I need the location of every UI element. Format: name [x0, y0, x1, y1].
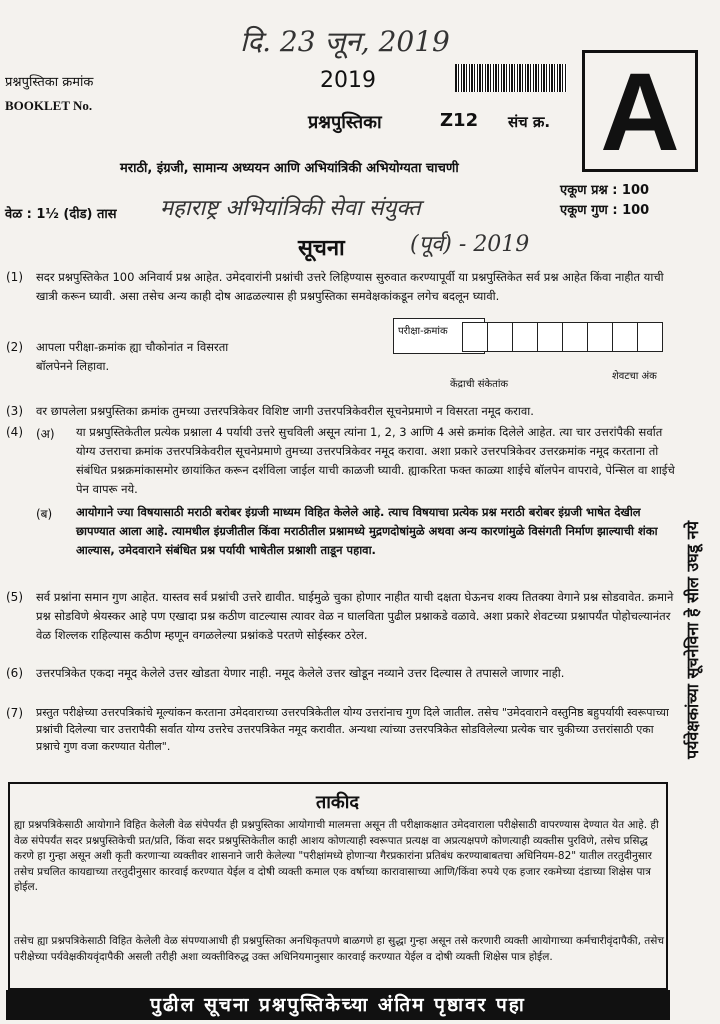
booklet-number-label-en: BOOKLET No. [5, 98, 93, 113]
instruction-number: (1) [6, 270, 23, 284]
exam-year: 2019 [320, 68, 376, 93]
roll-box[interactable] [537, 322, 563, 352]
handwritten-prelim: (पूर्व) - 2019 [410, 232, 530, 257]
warning-paragraph-1: ह्या प्रश्नपत्रिकेसाठी आयोगाने विहित केलेली वेळ संपेपर्यंत ही प्रश्नपुस्तिका आयोगाची मालमत्ता असून ती परीक्षाकक्षात उमेदवाराला परीक्षेसाठी वापरण्यास देण्यात येत आहे. ही वेळ संपेपर्यंत सदर प्रश्नपुस्तिकेची प्रत/प्रति, किंवा सदर प्रश्नपुस्तिकेतील काही आशय कोणत्याही स्वरूपात प्रत्यक्ष वा अप्रत्यक्षपणे कोणत्याही व्यक्तीस पुरविणे, तसेच प्रसिद्ध करणे हा गुन्हा असून अशी कृती करणाऱ्या व्यक्तीवर शासनाने जारी केलेल्या "परीक्षांमध्ये होणाऱ्या गैरप्रकारांना प्रतिबंध करण्याबाबतचा अधिनियम-82" यातील तरतुदीनुसार तसेच प्रचलित कायद्याच्या तरतुदीनुसार कारवाई करण्यात येईल व दोषी व्यक्ती कमाल एक वर्षाच्या कारावासाच्या आणि/किंवा रुपये एक हजार रकमेच्या दंडाच्या शिक्षेस पात्र होईल. [14, 819, 659, 893]
roll-box[interactable] [612, 322, 638, 352]
instruction-text: प्रस्तुत परीक्षेच्या उत्तरपत्रिकांचे मूल्यांकन करताना उमेदवाराच्या उत्तरपत्रिकेतील योग्य उत्तरांनाच गुण दिले जातील. तसेच "उमेदवाराने वस्तुनिष्ठ बहुपर्यायी स्वरूपाच्या प्रश्नांची दिलेल्या चार उत्तरापैकी सर्वात योग्य उत्तरेच उत्तरपत्रिकेत नमूद करावीत. अन्यथा त्यांच्या उत्तरपत्रिकेत सोडविलेल्या प्रत्येक चार चुकीच्या उत्तरांसाठी एका प्रश्नाचे गुण वजा करण्यात येतील". [36, 706, 669, 753]
instruction-number: (6) [6, 666, 23, 680]
warning-paragraph-2: तसेच ह्या प्रश्नपत्रिकेसाठी विहित केलेली वेळ संपण्याआधी ही प्रश्नपुस्तिका अनधिकृतपणे बाळगणे हा सुद्धा गुन्हा असून तसे करणारी व्यक्ती आयोगाच्या कर्मचारीवृंदापैकी, तसेच परीक्षेच्या पर्यवेक्षकीयवृंदापैकी असली तरीही अशा व्यक्तीविरुद्ध उक्त अधिनियमानुसार कारवाई करण्यात येईल व दोषी व्यक्ती शिक्षेस पात्र होईल. [14, 935, 664, 963]
seal-instruction-side: पर्यवेक्षकांच्या सूचनेविना हे सील उघडू नये [683, 521, 702, 759]
booklet-code: Z12 [440, 110, 479, 131]
handwritten-exam-name: महाराष्ट्र अभियांत्रिकी सेवा संयुक्त [160, 196, 421, 221]
set-letter-box: A [582, 50, 698, 172]
exam-subtitle: मराठी, इंग्रजी, सामान्य अध्ययन आणि अभियांत्रिकी अभियोग्यता चाचणी [120, 161, 459, 176]
instruction-number: (2) [6, 340, 23, 354]
set-label: संच क्र. [508, 113, 551, 131]
instruction-subnumber: (ब) [36, 507, 53, 521]
roll-number-boxes[interactable] [463, 322, 663, 352]
instruction-text: वर छापलेला प्रश्नपुस्तिका क्रमांक तुमच्या उत्तरपत्रिकेवर विशिष्ट जागी उत्तरपत्रिकेवरील सूचनेप्रमाणे न विसरता नमूद करावा. [36, 404, 534, 418]
exam-duration: वेळ : 1½ (दीड) तास [5, 207, 117, 222]
total-questions: एकूण प्रश्न : 100 [560, 183, 650, 198]
instruction-text: उत्तरपत्रिकेत एकदा नमूद केलेले उत्तर खोडता येणार नाही. नमूद केलेले उत्तर खोडून नव्याने उत्तर दिल्यास ते तपासले जाणार नाही. [36, 666, 565, 680]
total-marks: एकूण गुण : 100 [560, 203, 650, 218]
roll-box[interactable] [587, 322, 613, 352]
booklet-title: प्रश्नपुस्तिका [308, 112, 382, 133]
roll-number-label: परीक्षा-क्रमांक [393, 318, 485, 354]
instruction-text: सदर प्रश्नपुस्तिकेत 100 अनिवार्य प्रश्न आहेत. उमेदवारांनी प्रश्नांची उत्तरे लिहिण्यास सुरुवात करण्यापूर्वी या प्रश्नपुस्तिकेत सर्व प्रश्न आहेत किंवा नाहीत याची खात्री करून घ्यावी. असा तसेच अन्य काही दोष आढळल्यास ही प्रश्नपुस्तिका समवेक्षकांकडून लगेच बदलून घ्यावी. [36, 270, 664, 303]
barcode [455, 64, 567, 92]
handwritten-date: दि. 23 जून, 2019 [240, 25, 450, 58]
instruction-number: (5) [6, 590, 23, 604]
instruction-text: या प्रश्नपुस्तिकेतील प्रत्येक प्रश्नाला 4 पर्यायी उत्तरे सुचविली असून त्यांना 1, 2, 3 आणि 4 असे क्रमांक दिलेले आहेत. त्या चार उत्तरांपैकी सर्वात योग्य उत्तराचा क्रमांक उत्तरपत्रिकेवरील सूचनेप्रमाणे तुमच्या उत्तरपत्रिकेवर नमूद करावा. अशा प्रकारे उत्तरपत्रिकेवर उत्तरक्रमांक नमूद करताना तो संबंधित प्रश्नक्रमांकासमोर छायांकित करून दर्शविला जाईल याची काळजी घ्यावी. ह्याकरिता फक्त काळ्या शाईचे बॉलपेन वापरावे, पेन्सिल वा शाईचे पेन वापरू नये. [76, 425, 675, 496]
footer-note: पुढील सूचना प्रश्नपुस्तिकेच्या अंतिम पृष्ठावर पहा [6, 990, 670, 1020]
instruction-text: सर्व प्रश्नांना समान गुण आहेत. यास्तव सर्व प्रश्नांची उत्तरे द्यावीत. घाईमुळे चुका होणार नाहीत याची दक्षता घेऊनच शक्य तितक्या वेगाने प्रश्न सोडवावेत. क्रमाने प्रश्न सोडविणे श्रेयस्कर आहे पण एखादा प्रश्न कठीण वाटल्यास त्यावर वेळ न घालविता पुढील प्रश्नाकडे वळावे. अशा प्रकारे शेवटच्या प्रश्नापर्यंत पोहोचल्यानंतर वेळ शिल्लक राहिल्यास कठीण म्हणून वगळलेल्या प्रश्नांकडे परतणे सोईस्कर ठरेल. [36, 590, 674, 642]
instruction-text: आपला परीक्षा-क्रमांक ह्या चौकोनांत न विसरता बॉलपेनने लिहावा. [36, 340, 229, 373]
instruction-text: आयोगाने ज्या विषयासाठी मराठी बरोबर इंग्रजी माध्यम विहित केलेले आहे. त्याच विषयाचा प्रत्येक प्रश्न मराठी बरोबर इंग्रजी भाषेत देखील छापण्यात आला आहे. त्यामधील इंग्रजीतील किंवा मराठीतील प्रश्नामध्ये मुद्रणदोषांमुळे अथवा अन्य कारणांमुळे विसंगती निर्माण झाल्याची शंका आल्यास, उमेदवाराने संबंधित प्रश्न पर्यायी भाषेतील प्रश्नाशी ताडून पहावा. [76, 505, 658, 557]
center-code-label: केंद्राची संकेतांक [450, 379, 509, 390]
instruction-number: (4) [6, 425, 23, 439]
warning-title: ताकीद [316, 792, 359, 813]
roll-box[interactable] [637, 322, 663, 352]
instruction-subnumber: (अ) [36, 427, 55, 441]
roll-box[interactable] [462, 322, 488, 352]
instruction-number: (7) [6, 706, 23, 720]
instruction-number: (3) [6, 404, 23, 418]
roll-box[interactable] [512, 322, 538, 352]
last-digit-label: शेवटचा अंक [612, 371, 657, 382]
instructions-heading: सूचना [298, 236, 345, 261]
roll-box[interactable] [562, 322, 588, 352]
booklet-number-label: प्रश्नपुस्तिका क्रमांक [5, 75, 94, 90]
roll-box[interactable] [487, 322, 513, 352]
